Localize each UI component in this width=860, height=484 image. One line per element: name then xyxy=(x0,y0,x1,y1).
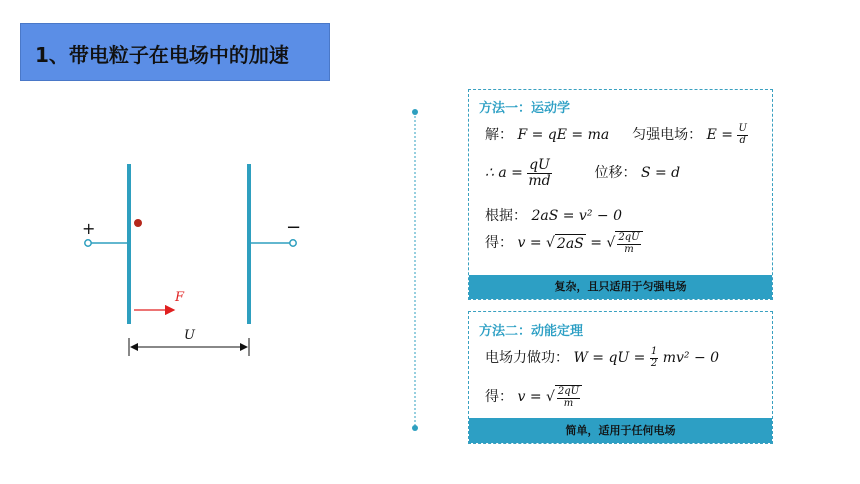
frac-den: m xyxy=(563,397,574,409)
2qu-over-m-fraction xyxy=(617,233,640,255)
method1-line2 xyxy=(485,158,680,188)
frac-num: 1 xyxy=(650,346,658,357)
kinematic-equation: 2aS = v² − 0 xyxy=(531,208,622,224)
method1-line3 xyxy=(485,205,622,225)
line1-equation: F = qE = ma xyxy=(517,127,610,143)
frac-num: 2qU xyxy=(618,232,640,243)
displacement-label: 位移： xyxy=(594,165,637,182)
method1-heading: 方法一：运动学 xyxy=(479,101,571,116)
method2-panel xyxy=(468,311,773,444)
basis-label: 根据： xyxy=(485,208,527,224)
work-equation: W = qU = xyxy=(573,350,646,366)
equals-sign: = xyxy=(590,235,602,251)
uniform-field-label: 匀强电场： xyxy=(632,127,703,143)
kinetic-energy-term: mv² − 0 xyxy=(662,350,720,366)
method2-line2: 得： v = √ $\frac{2qU}{m}$ xyxy=(485,385,582,409)
frac-den: d xyxy=(739,134,746,146)
work-label: 电场力做功： xyxy=(485,350,569,366)
method1-line4: 得： v = √ 2aS = √ $\frac{2qU}{m}$ xyxy=(485,231,643,255)
frac-den: m xyxy=(624,243,634,255)
frac-num: 2qU xyxy=(557,386,580,397)
voltage-label: U xyxy=(184,328,195,343)
timeline-dot-bottom xyxy=(412,425,418,431)
one-half-fraction xyxy=(650,347,658,369)
u-over-d-fraction xyxy=(737,124,747,146)
qu-over-md-fraction xyxy=(527,158,551,188)
plus-label: + xyxy=(82,219,96,238)
sqrt-2as: 2aS xyxy=(556,236,584,252)
result-label: 得： xyxy=(485,235,513,251)
field-equation: E = xyxy=(706,127,733,143)
acceleration-label: ∴ a = xyxy=(485,165,523,182)
method2-line1 xyxy=(485,347,719,369)
minus-label: − xyxy=(286,217,302,238)
frac-num: U xyxy=(738,123,747,134)
method2-footer: 简单，适用于任何电场 xyxy=(469,418,772,443)
method1-footer: 复杂，且只适用于匀强电场 xyxy=(469,275,772,299)
method2-heading: 方法二：动能定理 xyxy=(479,324,584,339)
method1-line1 xyxy=(485,124,748,146)
right-terminal xyxy=(290,240,296,246)
frac-num: qU xyxy=(529,157,550,173)
2qu-over-m-fraction xyxy=(557,387,580,409)
displacement-equation: S = d xyxy=(640,165,681,182)
method1-panel xyxy=(468,89,773,300)
page-title: 1、带电粒子在电场中的加速 xyxy=(35,43,289,67)
result-label: 得： xyxy=(485,389,513,405)
timeline-dot-top xyxy=(412,109,418,115)
frac-den: md xyxy=(528,172,551,189)
velocity-equation: v = xyxy=(517,389,542,405)
charged-particle xyxy=(134,219,142,227)
frac-den: 2 xyxy=(650,357,658,369)
line1-prefix: 解： xyxy=(485,127,513,143)
velocity-equation: v = xyxy=(517,235,542,251)
force-label: F xyxy=(175,290,185,305)
left-terminal xyxy=(85,240,91,246)
